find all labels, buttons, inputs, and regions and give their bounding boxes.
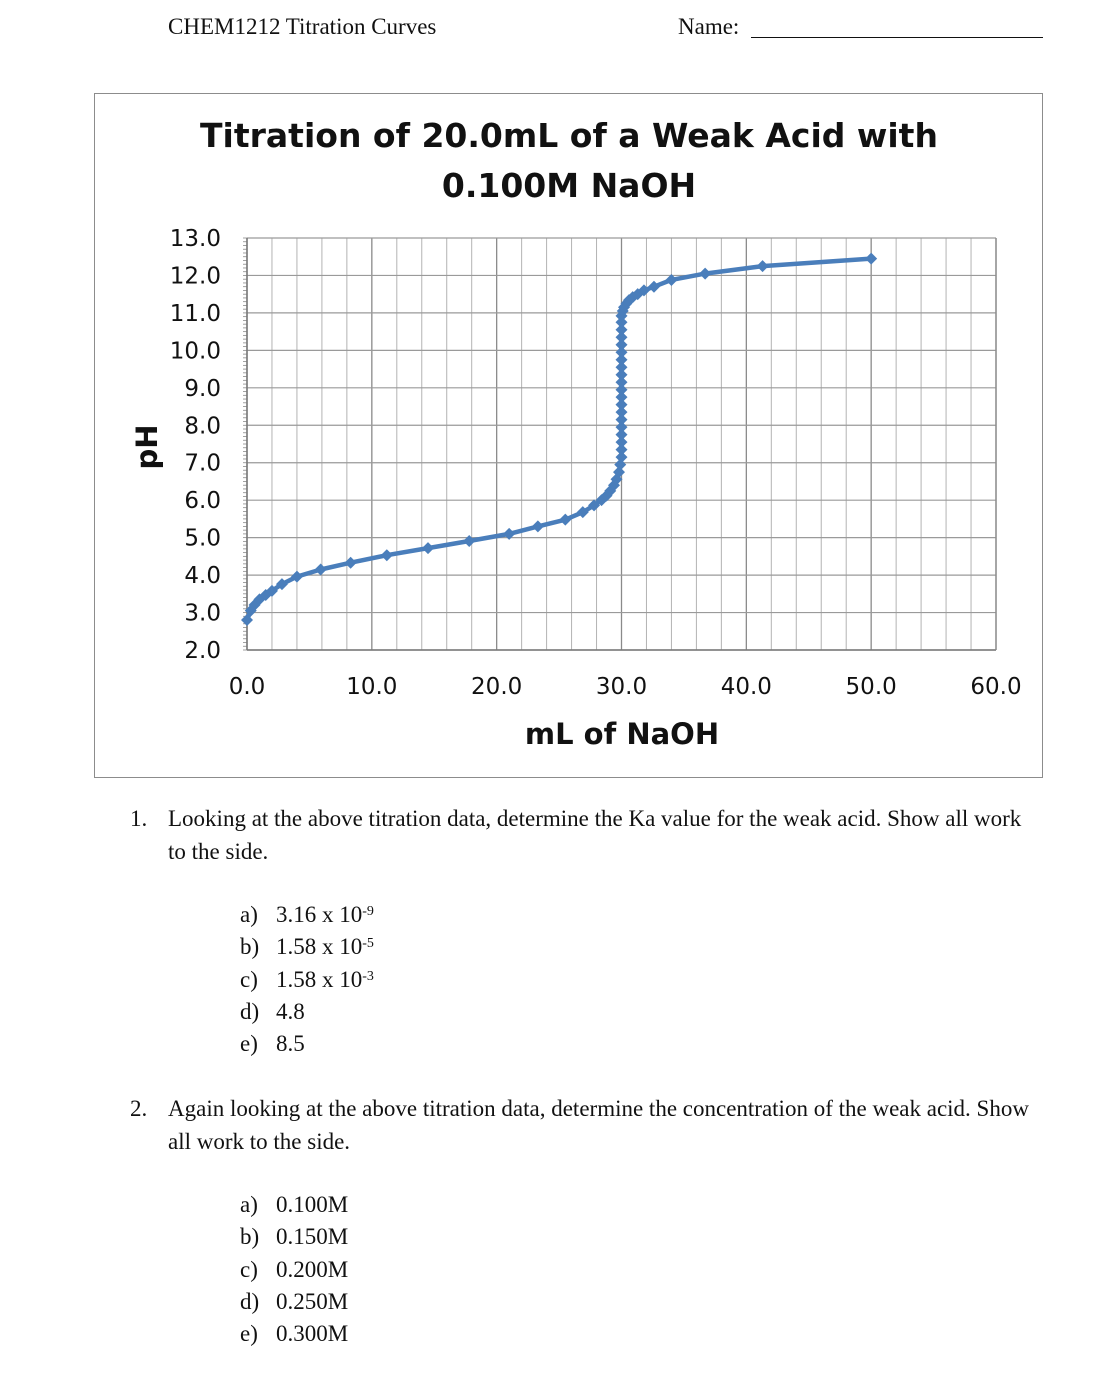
data-point xyxy=(532,520,544,532)
x-tick-label: 60.0 xyxy=(970,674,1022,700)
data-point xyxy=(699,268,711,280)
y-axis-label: pH xyxy=(130,424,164,470)
question-1-option-d xyxy=(240,996,374,1028)
question-1-options xyxy=(240,899,374,1060)
option-value: 8.5 xyxy=(276,1031,305,1057)
chart-title-line1: Titration of 20.0mL of a Weak Acid with xyxy=(200,116,938,155)
option-value: 0.250M xyxy=(276,1288,349,1314)
option-letter: a) xyxy=(240,902,258,927)
x-tick-label: 40.0 xyxy=(720,674,772,700)
option-value: 1.58 x 10 xyxy=(276,966,363,992)
x-tick-label: 20.0 xyxy=(471,674,523,700)
option-letter: d) xyxy=(240,1288,260,1314)
question-2-options xyxy=(240,1189,348,1350)
option-letter: b) xyxy=(240,934,260,960)
question-2-option-d xyxy=(240,1286,348,1318)
option-value: 0.300M xyxy=(276,1321,349,1347)
titration-chart xyxy=(94,93,1043,778)
y-tick-label: 10.0 xyxy=(169,338,221,365)
y-tick-label: 9.0 xyxy=(184,375,221,402)
option-exponent: -3 xyxy=(362,968,374,984)
question-2-option-e xyxy=(240,1318,348,1350)
y-tick-label: 8.0 xyxy=(184,413,221,440)
y-tick-label: 13.0 xyxy=(169,226,221,252)
data-point xyxy=(865,253,877,265)
ph-series xyxy=(241,253,877,626)
question-2-option-c xyxy=(240,1254,348,1286)
question-1-option-c xyxy=(240,964,374,996)
y-tick-label: 11.0 xyxy=(169,300,221,327)
question-2-option-b xyxy=(240,1221,348,1253)
option-value: 1.58 x 10 xyxy=(276,934,363,960)
question-2-text: Again looking at the above titration data, determine the concentration of the weak acid. Show all work to the side. xyxy=(168,1096,1029,1154)
data-point xyxy=(648,281,660,293)
option-value: 3.16 x 10 xyxy=(276,902,363,927)
question-2-option-a xyxy=(240,1189,348,1221)
x-tick-label: 50.0 xyxy=(845,674,897,700)
x-axis-label: mL of NaOH xyxy=(524,717,720,751)
option-value: 0.100M xyxy=(276,1192,349,1217)
option-letter: c) xyxy=(240,1256,258,1282)
data-point xyxy=(381,549,393,561)
y-tick-label: 4.0 xyxy=(184,563,221,590)
data-point xyxy=(757,260,769,272)
y-tick-label: 12.0 xyxy=(169,263,221,290)
question-2-number: 2. xyxy=(130,1096,148,1121)
option-value: 0.200M xyxy=(276,1256,349,1282)
option-value: 0.150M xyxy=(276,1224,349,1250)
y-tick-label: 7.0 xyxy=(184,450,221,477)
option-letter: b) xyxy=(240,1224,260,1250)
x-tick-label: 10.0 xyxy=(346,674,398,700)
y-tick-label: 3.0 xyxy=(184,600,221,627)
name-blank-line xyxy=(751,37,1043,38)
option-letter: e) xyxy=(240,1031,258,1057)
y-axis-ticks xyxy=(170,226,221,664)
question-1-text: Looking at the above titration data, determine the Ka value for the weak acid. Show all work to the side. xyxy=(168,806,1022,864)
option-letter: c) xyxy=(240,966,258,992)
course-title: CHEM1212 Titration Curves xyxy=(168,14,437,39)
y-tick-label: 6.0 xyxy=(184,488,221,515)
question-1-option-e xyxy=(240,1028,374,1060)
option-letter: d) xyxy=(240,998,260,1024)
option-letter: e) xyxy=(240,1321,258,1347)
data-point xyxy=(463,535,475,547)
option-exponent: -9 xyxy=(362,904,374,919)
data-point xyxy=(422,542,434,554)
data-point xyxy=(315,563,327,575)
chart-canvas xyxy=(95,94,1044,779)
option-exponent: -5 xyxy=(362,936,374,952)
question-1-option-b xyxy=(240,931,374,963)
question-2 xyxy=(130,1092,1030,1158)
question-1-option-a xyxy=(240,899,374,931)
chart-title-line2: 0.100M NaOH xyxy=(441,166,697,205)
question-1 xyxy=(130,802,1030,868)
question-1-number: 1. xyxy=(130,806,148,831)
name-label: Name: xyxy=(678,14,740,39)
x-tick-label: 30.0 xyxy=(595,674,648,700)
option-letter: a) xyxy=(240,1192,258,1217)
x-axis-ticks xyxy=(229,674,1022,700)
option-value: 4.8 xyxy=(276,998,305,1024)
x-tick-label: 0.0 xyxy=(228,674,266,700)
y-tick-label: 2.0 xyxy=(184,638,221,664)
y-tick-label: 5.0 xyxy=(184,525,221,552)
